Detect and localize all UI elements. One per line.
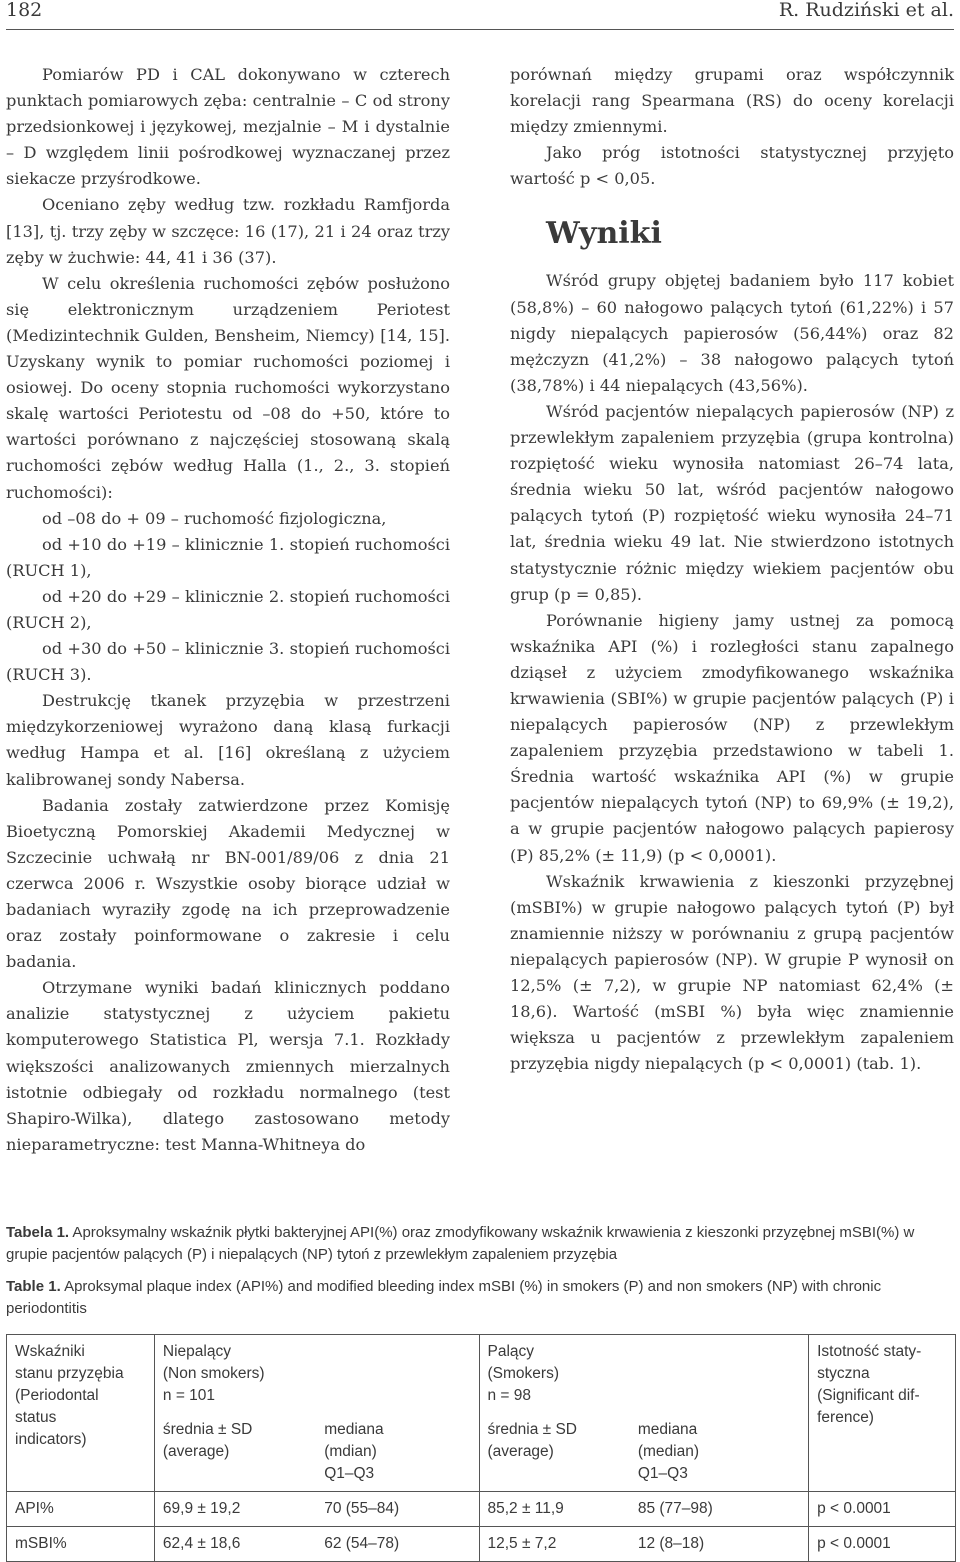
subheader-p-median: mediana (median) Q1–Q3 (630, 1413, 809, 1492)
paragraph: porównań między grupami oraz współczynnik korelacji rang Spearmana (RS) do oceny korelacji między zmiennymi. (510, 65, 954, 137)
paragraph: Pomiarów PD i CAL dokonywano w czterech punktach pomiarowych zęba: centralnie – C od strony przedsionkowej i językowej, mezjalnie – M i dystalnie – D względem linii pośrodkowej wyznaczanej przez siekacze przyśrodkowe. (6, 65, 450, 189)
caption-label: Table 1. (6, 1278, 61, 1295)
section-heading-results: Wyniki (546, 216, 662, 252)
table-row (7, 1527, 956, 1562)
header-group-np: Niepalący (Non smokers) n = 101 (154, 1335, 479, 1414)
right-column (510, 62, 954, 1077)
page-number: 182 (6, 0, 43, 21)
header-group-p: Palący (Smokers) n = 98 (479, 1335, 809, 1414)
cell-p-mean: 85,2 ± 11,9 (479, 1492, 630, 1527)
cell-np-mean: 69,9 ± 19,2 (154, 1492, 316, 1527)
cell-p-median: 85 (77–98) (630, 1492, 809, 1527)
list-item: od +20 do +29 – klinicznie 2. stopień ruchomości (RUCH 2), (6, 586, 450, 632)
paragraph: W celu określenia ruchomości zębów posłużono się elektronicznym urządzeniem Periotest (Medizintechnik Gulden, Bensheim, Niemcy) [14, 15]. Uzyskany wynik to pomiar ruchomości poziomej i osiowej. Do oceny stopnia ruchomości wykorzystano skalę wartości Periotestu od –08 do +50, które to wartości porównano z najczęściej stosowaną skalą ruchomości zębów według Halla (1., 2., 3. stopień ruchomości): (6, 273, 450, 502)
table-header-row (7, 1335, 956, 1414)
list-item: od +10 do +19 – klinicznie 1. stopień ruchomości (RUCH 1), (6, 534, 450, 580)
header-rule (6, 29, 954, 30)
table-caption-pl (6, 1222, 954, 1266)
paragraph: Otrzymane wyniki badań klinicznych poddano analizie statystycznej z użyciem pakietu komputerowego Statistica Pl, wersja 7.1. Rozkłady większości analizowanych zmiennych mierzalnych istotnie odbiegały od rozkładu normalnego (test Shapiro-Wilka), dlatego zastosowano metody nieparametryczne: test Manna-Whitneya do (6, 978, 450, 1154)
results-table (6, 1334, 956, 1562)
cell-np-median: 62 (54–78) (316, 1527, 479, 1562)
paragraph: Badania zostały zatwierdzone przez Komisję Bioetyczną Pomorskiej Akademii Medycznej w Szczecinie uchwałą nr BN-001/89/06 z dnia 21 czerwca 2006 r. Wszystkie osoby biorące udział w badaniach wyraziły zgodę na ich przeprowadzenie oraz zostały poinformowane o zakresie i celu badania. (6, 795, 450, 972)
cell-p-mean: 12,5 ± 7,2 (479, 1527, 630, 1562)
subheader-np-median: mediana (mdian) Q1–Q3 (316, 1413, 479, 1492)
cell-np-mean: 62,4 ± 18,6 (154, 1527, 316, 1562)
paragraph: Porównanie higieny jamy ustnej za pomocą wskaźnika API (%) i rozległości stanu zapalnego dziąseł z użyciem zmodyfikowanego wskaźnika krwawienia (SBI%) w grupie pacjentów palących (P) i niepalących papierosów (NP) z przewlekłym zapaleniem przyzębia przedstawiono w tabeli 1. Średnia wartość wskaźnika API (%) w grupie pacjentów niepalących tytoń (NP) to 69,9% (± 19,2), a w grupie pacjentów nałogowo palących papierosy (P) 85,2% (± 11,9) (p < 0,0001). (510, 610, 954, 865)
cell-pvalue: p < 0.0001 (809, 1492, 956, 1527)
list-item: od –08 do + 09 – ruchomość fizjologiczna, (42, 508, 387, 528)
header-indicator-cell: Wskaźniki stanu przyzębia (Periodontal status indicators) (7, 1335, 155, 1492)
mobility-scale-list (6, 506, 450, 689)
table-caption-en (6, 1276, 954, 1320)
table-row (7, 1492, 956, 1527)
paragraph: Wśród pacjentów niepalących papierosów (NP) z przewlekłym zapaleniem przyzębia (grupa kontrolna) rozpiętość wieku wynosiła natomiast 26–74 lata, średnia wieku 50 lat, wśród pacjentów nałogowo palących tytoń (P) rozpiętość wieku wynosiła 24–71 lat, średnia wieku 49 lat. Nie stwierdzono istotnych statystycznie różnic między wiekiem pacjentów obu grup (p = 0,85). (510, 401, 954, 604)
subheader-np-mean: średnia ± SD (average) (154, 1413, 316, 1492)
header-significance: Istotność staty- styczna (Significant dif- ference) (809, 1335, 956, 1492)
row-label: mSBI% (7, 1527, 155, 1562)
running-head: R. Rudziński et al. (778, 0, 954, 21)
cell-p-median: 12 (8–18) (630, 1527, 809, 1562)
left-column (6, 62, 450, 1158)
paragraph: Wskaźnik krwawienia z kieszonki przyzębnej (mSBI%) w grupie nałogowo palących tytoń (P) był znamiennie niższy w porównaniu z grupą pacjentów niepalących papierosów (NP). W grupie P wynosił on 12,5% (± 7,2), w grupie NP natomiast 62,4% (± 18,6). Wartość (mSBI %) była więc znamiennie większa u pacjentów z przewlekłym zapaleniem przyzębia nigdy niepalących (p < 0,0001) (tab. 1). (510, 871, 954, 1074)
page-header (6, 0, 954, 24)
paragraph: Jako próg istotności statystycznej przyjęto wartość p < 0,05. (510, 143, 954, 189)
caption-label: Tabela 1. (6, 1224, 70, 1241)
paragraph: Oceniano zęby według tzw. rozkładu Ramfjorda [13], tj. trzy zęby w szczęce: 16 (17), 21 i 24 oraz trzy zęby w żuchwie: 44, 41 i 36 (37). (6, 195, 450, 267)
list-item: od +30 do +50 – klinicznie 3. stopień ruchomości (RUCH 3). (6, 639, 450, 685)
caption-text: Aproksymalny wskaźnik płytki bakteryjnej API(%) oraz zmodyfikowany wskaźnik krwawienia z kieszonki przyzębnej mSBI(%) w grupie pacjentów palących (P) i niepalących (NP) tytoń z przewlekłym zapaleniem przyzębia (6, 1224, 915, 1263)
cell-pvalue: p < 0.0001 (809, 1527, 956, 1562)
row-label: API% (7, 1492, 155, 1527)
subheader-p-mean: średnia ± SD (average) (479, 1413, 630, 1492)
caption-text: Aproksymal plaque index (API%) and modified bleeding index mSBI (%) in smokers (P) and non smokers (NP) with chronic periodontitis (6, 1278, 882, 1317)
cell-np-median: 70 (55–84) (316, 1492, 479, 1527)
paragraph: Destrukcję tkanek przyzębia w przestrzeni międzykorzeniowej wyrażono daną klasą furkacji według Hampa et al. [16] określaną z użyciem kalibrowanej sondy Nabersa. (6, 691, 450, 789)
paragraph: Wśród grupy objętej badaniem było 117 kobiet (58,8%) – 60 nałogowo palących tytoń (61,22%) i 57 nigdy niepalących papierosów (56,44%) oraz 82 mężczyzn (41,2%) – 38 nałogowo palących tytoń (38,78%) i 44 niepalących (43,56%). (510, 271, 954, 395)
